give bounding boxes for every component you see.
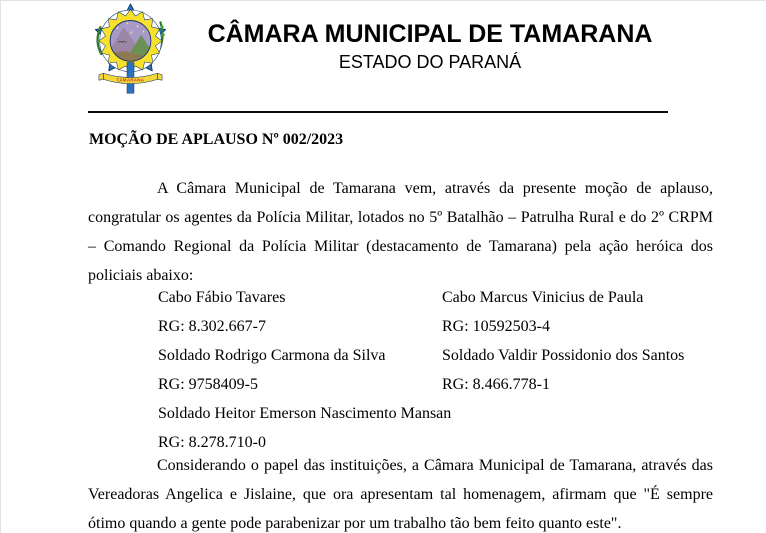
- header-divider: [88, 111, 668, 113]
- coat-of-arms-icon: [92, 2, 169, 96]
- honoree-rg: RG: 8.278.710-0: [158, 434, 266, 451]
- honoree-name: Soldado Rodrigo Carmona da Silva: [158, 347, 386, 364]
- honoree-rg: RG: 8.466.778-1: [442, 376, 550, 393]
- empty-cell: [442, 399, 728, 428]
- honoree-name: Cabo Marcus Vinicius de Paula: [442, 289, 644, 306]
- honoree-rg: RG: 9758409-5: [158, 376, 258, 393]
- document-title: MOÇÃO DE APLAUSO Nº 002/2023: [89, 131, 344, 148]
- honoree-rg: RG: 10592503-4: [442, 318, 550, 335]
- org-subtitle: ESTADO DO PARANÁ: [338, 52, 522, 72]
- honoree-name: Soldado Heitor Emerson Nascimento Mansan: [158, 405, 452, 422]
- honorees-list: [158, 283, 728, 457]
- honoree-name: Soldado Valdir Possidonio dos Santos: [442, 347, 685, 364]
- honoree-rg: RG: 8.302.667-7: [158, 318, 266, 335]
- honoree-name: Cabo Fábio Tavares: [158, 289, 286, 306]
- intro-paragraph: A Câmara Municipal de Tamarana vem, através da presente moção de aplauso, congratular os agentes da Polícia Militar, lotados no 5º Batalhão – Patrulha Rural e do 2º CRPM – Comando Regional da Polícia Militar (destacamento de Tamarana) pela ação heróica dos policiais abaixo:: [88, 180, 713, 284]
- banner-label: TAMARANA: [116, 77, 145, 83]
- letterhead: [170, 18, 690, 74]
- org-title: CÂMARA MUNICIPAL DE TAMARANA: [207, 20, 653, 48]
- closing-paragraph: Considerando o papel das instituições, a Câmara Municipal de Tamarana, através das Vereadoras Angelica e Jislaine, que ora apresentam tal homenagem, afirmam que "É sempre ótimo quando a gente pode parabenizar por um trabalho tão bem feito quanto este".: [88, 457, 713, 532]
